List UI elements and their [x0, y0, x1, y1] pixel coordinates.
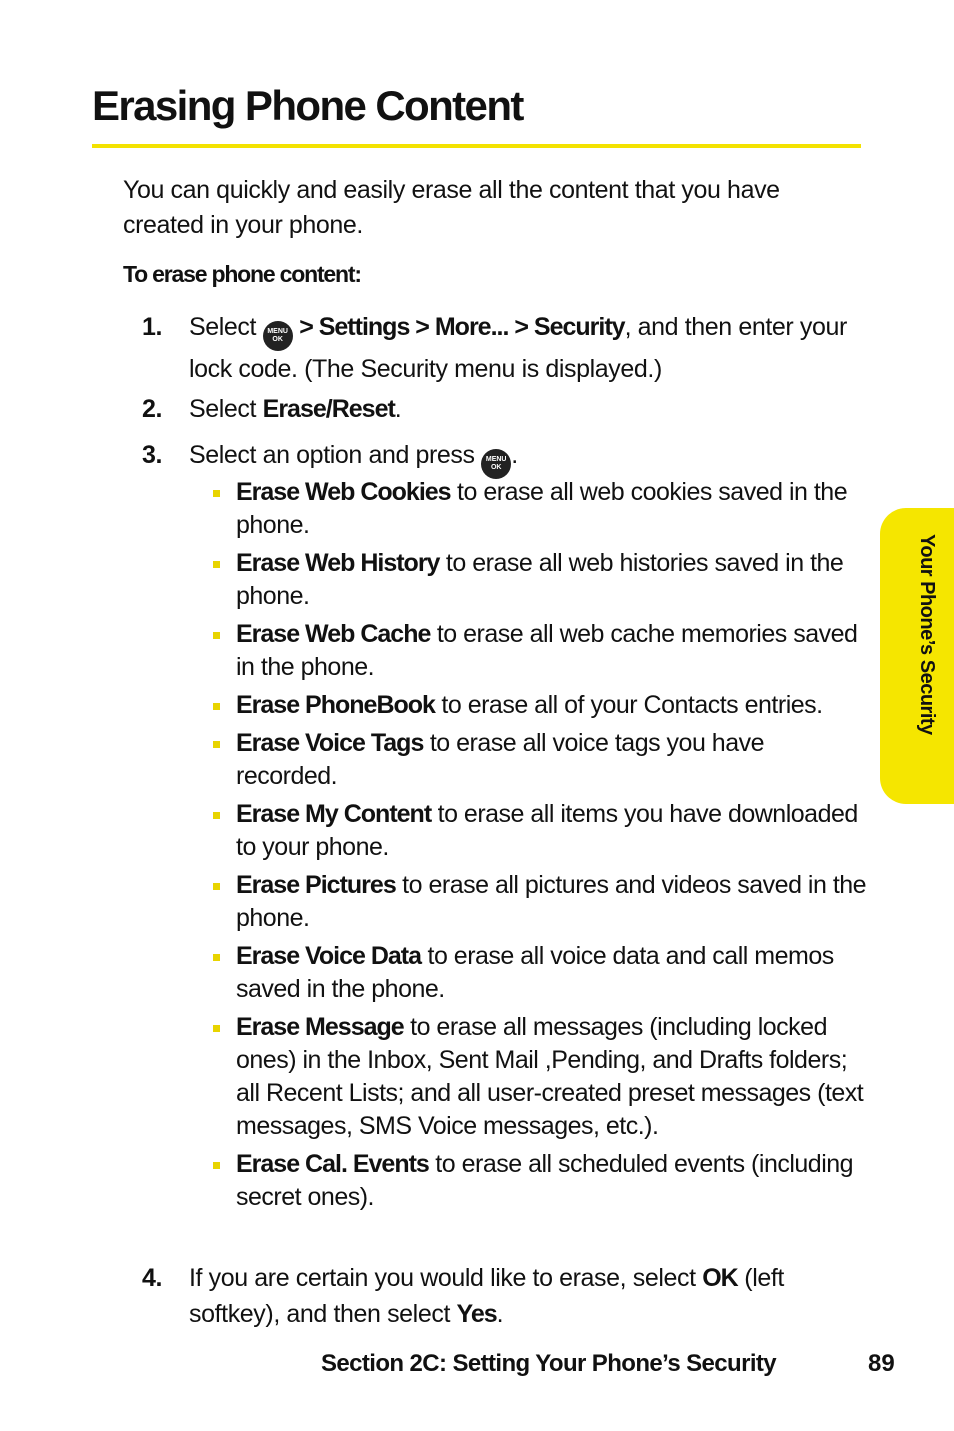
- footer-section-title: Section 2C: Setting Your Phone’s Security: [321, 1350, 777, 1377]
- list-item: [211, 476, 871, 542]
- list-item: [211, 1011, 871, 1143]
- bullet-icon: [213, 703, 220, 710]
- bullet-icon: [213, 741, 220, 748]
- step-3: 3. Select an option and press MENU OK .: [142, 437, 862, 479]
- option-name: Erase Web History: [236, 549, 440, 577]
- option-desc: to erase all items you have downloaded to your phone.: [236, 800, 858, 861]
- step-text: (left softkey), and then select: [189, 1264, 784, 1328]
- procedure-heading: To erase phone content:: [123, 261, 361, 287]
- step-text: Select: [189, 313, 257, 341]
- option-name: Erase Message: [236, 1013, 404, 1041]
- list-item: [211, 869, 871, 935]
- list-item: [211, 689, 871, 722]
- option-desc: to erase all web histories saved in the phone.: [236, 549, 844, 610]
- option-name: Erase Pictures: [236, 871, 396, 899]
- option-name: Erase PhoneBook: [236, 691, 435, 719]
- menu-path: > Settings > More... > Security: [299, 313, 625, 341]
- option-name: Erase My Content: [236, 800, 432, 828]
- bullet-icon: [213, 883, 220, 890]
- list-item: [211, 618, 871, 684]
- page-title: Erasing Phone Content: [92, 82, 523, 129]
- step-text: , and then enter your lock code. (The Security menu is displayed.): [189, 313, 847, 383]
- step-4: 4. If you are certain you would like to erase, select OK (left softkey), and then select Yes.: [142, 1260, 862, 1332]
- erase-options-list: [211, 476, 871, 1219]
- list-item: [211, 798, 871, 864]
- option-desc: to erase all web cookies saved in the phone.: [236, 478, 848, 539]
- list-item: [211, 1148, 871, 1214]
- option-yes: Yes: [456, 1300, 497, 1328]
- step-2: 2. Select Erase/Reset.: [142, 391, 862, 427]
- menu-ok-key-icon: MENU OK: [263, 321, 293, 351]
- step-number: 2.: [142, 395, 163, 423]
- option-name: Erase Cal. Events: [236, 1150, 429, 1178]
- option-desc: to erase all voice tags you have recorded.: [236, 729, 765, 790]
- list-item: [211, 940, 871, 1006]
- option-desc: to erase all web cache memories saved in the phone.: [236, 620, 858, 681]
- bullet-icon: [213, 812, 220, 819]
- option-name: Erase Voice Data: [236, 942, 422, 970]
- step-number: 1.: [142, 313, 163, 341]
- bullet-icon: [213, 1162, 220, 1169]
- step-text: Select an option and press: [189, 441, 475, 469]
- option-name: Erase Web Cache: [236, 620, 431, 648]
- bullet-icon: [213, 954, 220, 961]
- intro-paragraph: You can quickly and easily erase all the content that you have created in your phone.: [123, 176, 780, 239]
- option-name: Erase Web Cookies: [236, 478, 451, 506]
- list-item: [211, 547, 871, 613]
- step-text: Select: [189, 395, 257, 423]
- title-underline: [92, 144, 861, 148]
- option-desc: to erase all scheduled events (including secret ones).: [236, 1150, 854, 1211]
- step-number: 4.: [142, 1264, 163, 1292]
- step-text: If you are certain you would like to erase, select: [189, 1264, 696, 1292]
- side-tab-label: Your Phone’s Security: [916, 534, 938, 735]
- option-name: Erase Voice Tags: [236, 729, 424, 757]
- bullet-icon: [213, 490, 220, 497]
- softkey-ok: OK: [702, 1264, 738, 1292]
- option-desc: to erase all of your Contacts entries.: [441, 691, 823, 719]
- step-number: 3.: [142, 441, 163, 469]
- step-1: [142, 309, 862, 387]
- menu-ok-key-icon: MENU OK: [481, 449, 511, 479]
- option-desc: to erase all messages (including locked ones) in the Inbox, Sent Mail ,Pending, and Drafts folders; all Recent Lists; and all user-created preset messages (text messages, SMS Voice messages, etc.).: [236, 1013, 864, 1140]
- list-item: [211, 727, 871, 793]
- bullet-icon: [213, 632, 220, 639]
- option-desc: to erase all pictures and videos saved in the phone.: [236, 871, 867, 932]
- option-desc: to erase all voice data and call memos saved in the phone.: [236, 942, 834, 1003]
- menu-option: Erase/Reset: [262, 395, 395, 423]
- bullet-icon: [213, 1025, 220, 1032]
- page-number: 89: [868, 1350, 895, 1377]
- bullet-icon: [213, 561, 220, 568]
